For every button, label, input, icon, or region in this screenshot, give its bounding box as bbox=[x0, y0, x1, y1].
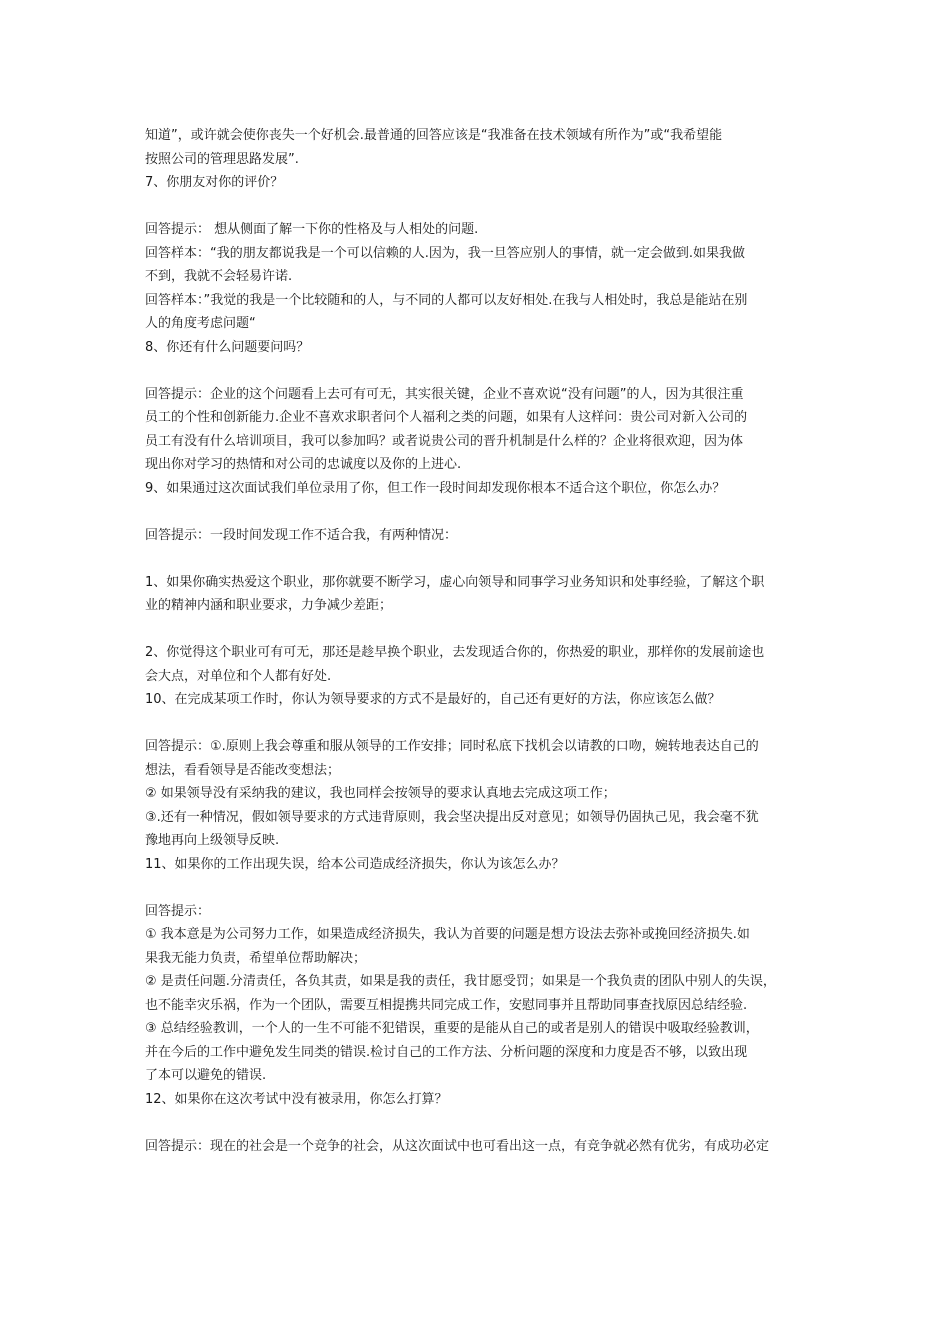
document-page bbox=[145, 124, 815, 1158]
text-line: ② 是责任问题.分清责任，各负其责，如果是我的责任，我甘愿受罚；如果是一个我负责的团队中别人的失误， bbox=[145, 974, 776, 989]
text-line: 10、在完成某项工作时，你认为领导要求的方式不是最好的，自己还有更好的方法，你应该怎么做？ bbox=[145, 692, 721, 707]
text-line: 11、如果你的工作出现失误，给本公司造成经济损失，你认为该怎么办？ bbox=[145, 856, 565, 872]
paragraph bbox=[145, 571, 815, 618]
paragraph bbox=[145, 688, 815, 712]
text-line: 1、如果你确实热爱这个职业，那你就要不断学习，虚心向领导和同事学习业务知识和处事经验，了解这个职 bbox=[145, 574, 765, 590]
paragraph bbox=[145, 1088, 815, 1112]
paragraph bbox=[145, 242, 815, 289]
text-line: 回答提示： bbox=[145, 903, 211, 919]
text-line: 了本可以避免的错误. bbox=[145, 1068, 267, 1083]
paragraph bbox=[145, 900, 815, 924]
blank-line bbox=[145, 712, 815, 736]
paragraph bbox=[145, 970, 815, 1017]
text-line: 果我无能力负责，希望单位帮助解决； bbox=[145, 950, 367, 966]
paragraph bbox=[145, 218, 815, 242]
blank-line bbox=[145, 359, 815, 383]
text-line: ② 如果领导没有采纳我的建议，我也同样会按领导的要求认真地去完成这项工作； bbox=[145, 786, 616, 801]
paragraph bbox=[145, 336, 815, 360]
text-line: 回答提示：一段时间发现工作不适合我，有两种情况： bbox=[145, 527, 458, 543]
blank-line bbox=[145, 500, 815, 524]
text-line: 回答提示：现在的社会是一个竞争的社会，从这次面试中也可看出这一点，有竞争就必然有优劣，有成功必定 bbox=[145, 1138, 770, 1154]
text-line: 回答提示：企业的这个问题看上去可有可无，其实很关键，企业不喜欢说“没有问题”的人，因为其很注重 bbox=[145, 386, 744, 402]
paragraph bbox=[145, 383, 815, 477]
text-line: 按照公司的管理思路发展”. bbox=[145, 151, 299, 167]
text-line: 回答样本：”我觉的我是一个比较随和的人，与不同的人都可以友好相处.在我与人相处时，我总是能站在别 bbox=[145, 292, 748, 308]
paragraph bbox=[145, 1017, 815, 1088]
paragraph bbox=[145, 524, 815, 548]
text-line: 9、如果通过这次面试我们单位录用了你，但工作一段时间却发现你根本不适合这个职位，你怎么办？ bbox=[145, 480, 726, 496]
text-line: 也不能幸灾乐祸，作为一个团队，需要互相提携共同完成工作，安慰同事并且帮助同事查找原因总结经验. bbox=[145, 997, 748, 1013]
text-line: 12、如果你在这次考试中没有被录用，你怎么打算？ bbox=[145, 1091, 448, 1107]
text-line: ① 我本意是为公司努力工作，如果造成经济损失，我认为首要的问题是想方设法去弥补或挽回经济损失.如 bbox=[145, 927, 750, 942]
text-line: 员工的个性和创新能力.企业不喜欢求职者问个人福利之类的问题，如果有人这样问：贵公司对新入公司的 bbox=[145, 410, 748, 425]
blank-line bbox=[145, 618, 815, 642]
paragraph bbox=[145, 923, 815, 970]
blank-line bbox=[145, 195, 815, 219]
paragraph bbox=[145, 477, 815, 501]
blank-line bbox=[145, 1111, 815, 1135]
paragraph bbox=[145, 853, 815, 877]
text-line: 回答提示：①.原则上我会尊重和服从领导的工作安排；同时私底下找机会以请教的口吻，婉转地表达自己的 bbox=[145, 739, 759, 754]
text-line: 回答样本：“我的朋友都说我是一个可以信赖的人.因为，我一旦答应别人的事情，就一定会做到.如果我做 bbox=[145, 245, 746, 261]
paragraph bbox=[145, 735, 815, 782]
text-line: 回答提示： 想从侧面了解一下你的性格及与人相处的问题. bbox=[145, 222, 479, 237]
blank-line bbox=[145, 876, 815, 900]
paragraph bbox=[145, 289, 815, 336]
paragraph bbox=[145, 124, 815, 171]
text-line: 7、你朋友对你的评价？ bbox=[145, 175, 284, 190]
paragraph bbox=[145, 806, 815, 853]
text-line: 并在今后的工作中避免发生同类的错误.检讨自己的工作方法、分析问题的深度和力度是否不够，以致出现 bbox=[145, 1044, 748, 1060]
blank-line bbox=[145, 547, 815, 571]
text-line: 员工有没有什么培训项目，我可以参加吗？或者说贵公司的晋升机制是什么样的？企业将很欢迎，因为体 bbox=[145, 433, 744, 449]
text-line: 2、你觉得这个职业可有可无，那还是趁早换个职业，去发现适合你的，你热爱的职业，那样你的发展前途也 bbox=[145, 645, 765, 660]
paragraph bbox=[145, 782, 815, 806]
text-line: 现出你对学习的热情和对公司的忠诚度以及你的上进心. bbox=[145, 457, 462, 472]
text-line: 8、你还有什么问题要问吗？ bbox=[145, 339, 310, 355]
text-line: 知道”，或许就会使你丧失一个好机会.最普通的回答应该是“我准备在技术领域有所作为”或“我希望能 bbox=[145, 128, 723, 143]
text-line: ③.还有一种情况，假如领导要求的方式违背原则，我会坚决提出反对意见；如领导仍固执己见，我会毫不犹 bbox=[145, 809, 759, 825]
paragraph bbox=[145, 1135, 815, 1159]
paragraph bbox=[145, 641, 815, 688]
text-line: 人的角度考虑问题“ bbox=[145, 316, 256, 331]
text-line: 业的精神内涵和职业要求，力争减少差距； bbox=[145, 598, 393, 613]
text-line: ③ 总结经验教训，一个人的一生不可能不犯错误，重要的是能从自己的或者是别人的错误中吸取经验教训， bbox=[145, 1021, 759, 1036]
paragraph bbox=[145, 171, 815, 195]
text-line: 会大点，对单位和个人都有好处. bbox=[145, 668, 332, 684]
text-line: 想法，看看领导是否能改变想法； bbox=[145, 762, 341, 778]
text-line: 豫地再向上级领导反映. bbox=[145, 833, 280, 848]
text-line: 不到，我就不会轻易许诺. bbox=[145, 269, 293, 284]
